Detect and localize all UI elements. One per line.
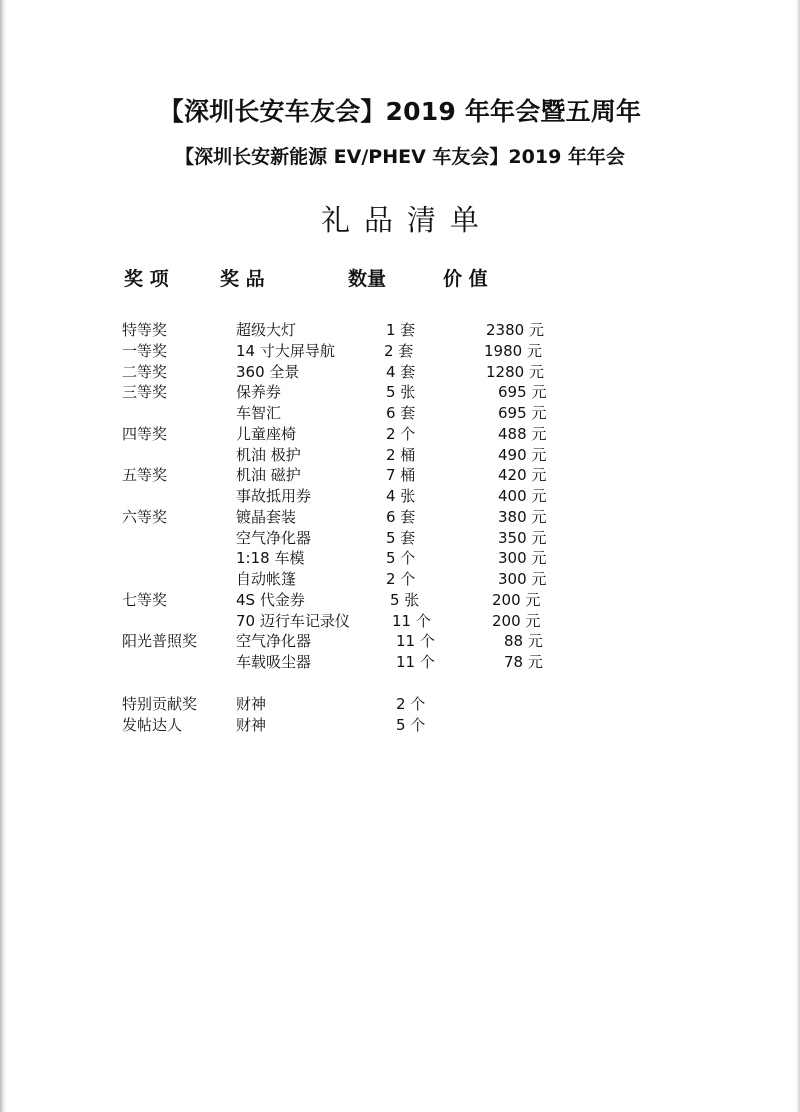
prize-cell: 4S 代金券 [236, 591, 305, 609]
value-cell: 200 元 [492, 591, 541, 609]
quantity-cell: 2 个 [396, 695, 426, 713]
value-cell: 88 元 [504, 632, 543, 650]
prize-cell: 空气净化器 [236, 632, 312, 650]
prize-cell: 超级大灯 [236, 321, 297, 339]
value-cell: 1980 元 [484, 342, 542, 360]
prize-cell: 1:18 车模 [236, 549, 305, 567]
gift-list-heading: 礼品清单 [320, 203, 493, 237]
value-cell: 1280 元 [486, 363, 544, 381]
award-cell: 四等奖 [122, 425, 168, 443]
prize-cell: 镀晶套装 [236, 508, 297, 526]
value-cell: 400 元 [498, 487, 547, 505]
award-cell: 阳光普照奖 [122, 632, 198, 650]
value-cell: 200 元 [492, 612, 541, 630]
value-cell: 350 元 [498, 529, 547, 547]
award-cell: 五等奖 [122, 466, 168, 484]
prize-cell: 车智汇 [236, 404, 282, 422]
quantity-cell: 11 个 [396, 632, 435, 650]
prize-cell: 14 寸大屏导航 [236, 342, 335, 360]
value-cell: 2380 元 [486, 321, 544, 339]
quantity-cell: 11 个 [392, 612, 431, 630]
prize-cell: 儿童座椅 [236, 425, 297, 443]
quantity-cell: 5 套 [386, 529, 416, 547]
header-quantity: 数量 [348, 268, 387, 290]
quantity-cell: 2 个 [386, 570, 416, 588]
header-value: 价 值 [443, 268, 488, 290]
prize-cell: 自动帐篷 [236, 570, 297, 588]
award-cell: 一等奖 [122, 342, 168, 360]
prize-cell: 车载吸尘器 [236, 653, 312, 671]
value-cell: 78 元 [504, 653, 543, 671]
award-cell: 二等奖 [122, 363, 168, 381]
header-award: 奖 项 [124, 268, 169, 290]
header-prize: 奖 品 [220, 268, 265, 290]
quantity-cell: 2 个 [386, 425, 416, 443]
award-cell: 发帖达人 [122, 716, 183, 734]
value-cell: 488 元 [498, 425, 547, 443]
quantity-cell: 5 个 [386, 549, 416, 567]
prize-cell: 机油 极护 [236, 446, 301, 464]
value-cell: 695 元 [498, 383, 547, 401]
value-cell: 300 元 [498, 549, 547, 567]
quantity-cell: 5 个 [396, 716, 426, 734]
award-cell: 三等奖 [122, 383, 168, 401]
quantity-cell: 11 个 [396, 653, 435, 671]
value-cell: 300 元 [498, 570, 547, 588]
quantity-cell: 1 套 [386, 321, 416, 339]
prize-cell: 空气净化器 [236, 529, 312, 547]
quantity-cell: 7 桶 [386, 466, 416, 484]
quantity-cell: 6 套 [386, 508, 416, 526]
prize-cell: 事故抵用券 [236, 487, 312, 505]
quantity-cell: 6 套 [386, 404, 416, 422]
quantity-cell: 5 张 [386, 383, 416, 401]
prize-cell: 机油 磁护 [236, 466, 301, 484]
prize-cell: 360 全景 [236, 363, 300, 381]
prize-cell: 70 迈行车记录仪 [236, 612, 350, 630]
quantity-cell: 2 桶 [386, 446, 416, 464]
quantity-cell: 5 张 [390, 591, 420, 609]
value-cell: 490 元 [498, 446, 547, 464]
value-cell: 695 元 [498, 404, 547, 422]
award-cell: 六等奖 [122, 508, 168, 526]
prize-cell: 财神 [236, 716, 267, 734]
value-cell: 420 元 [498, 466, 547, 484]
quantity-cell: 4 套 [386, 363, 416, 381]
award-cell: 七等奖 [122, 591, 168, 609]
award-cell: 特等奖 [122, 321, 168, 339]
document-title: 【深圳长安车友会】2019 年年会暨五周年 [158, 97, 642, 126]
quantity-cell: 2 套 [384, 342, 414, 360]
quantity-cell: 4 张 [386, 487, 416, 505]
award-cell: 特别贡献奖 [122, 695, 198, 713]
value-cell: 380 元 [498, 508, 547, 526]
document-subtitle: 【深圳长安新能源 EV/PHEV 车友会】2019 年年会 [175, 146, 625, 168]
prize-cell: 财神 [236, 695, 267, 713]
prize-cell: 保养券 [236, 383, 282, 401]
